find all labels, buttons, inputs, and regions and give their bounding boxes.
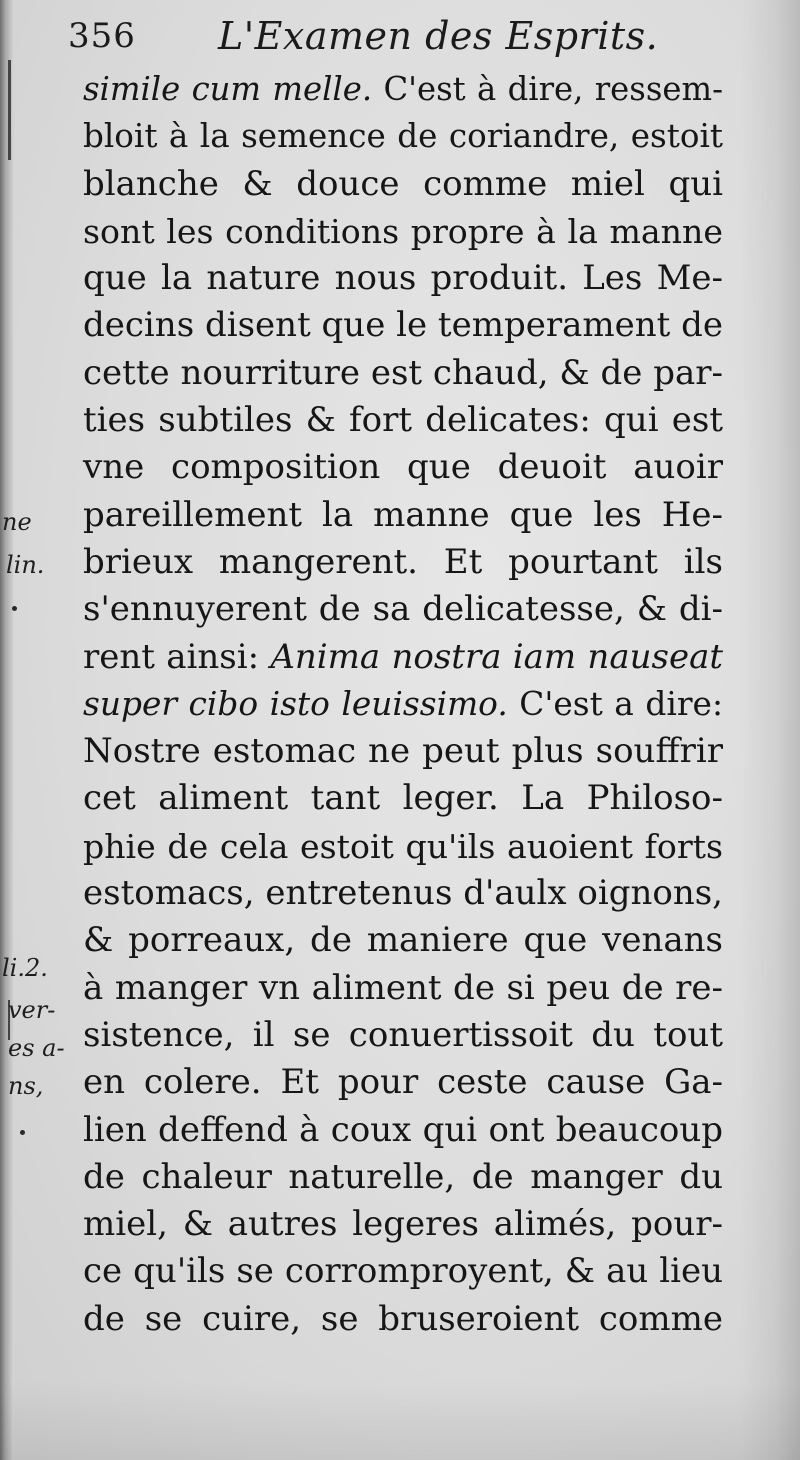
margin-note: ver- [8,996,56,1024]
text-line: sont les conditions propre à la manne [83,211,723,251]
text-line: rent ainsi: Anima nostra iam nauseat [83,636,724,677]
text-line: brieux mangerent. Et pourtant ils [83,541,723,582]
text-line: lien deffend à coux qui ont beaucoup [83,1109,723,1150]
ink-mark [12,606,17,611]
margin-note: ns, [8,1072,44,1100]
text-line: vne composition que deuoit auoir [83,447,723,488]
text-line: de se cuire, se bruseroient comme [83,1298,723,1339]
text-line: decins disent que le temperament de [83,305,723,346]
margin-note: lin. [6,551,45,579]
text-line: s'ennuyerent de sa delicatesse, & di- [83,589,723,630]
text-line: super cibo isto leuissimo. C'est a dire: [83,684,723,723]
text-line: simile cum melle. C'est à dire, ressem- [83,70,723,108]
running-title: L'Examen des Esprits. [218,14,659,58]
margin-note: es a- [8,1034,65,1062]
running-header [68,14,708,70]
text-line: que la nature nous produit. Les Me- [83,258,723,299]
page-number: 356 [68,16,136,56]
text-line: à manger vn aliment de si peu de re- [83,967,723,1008]
margin-note: li.2. [2,954,48,982]
margin-notes [0,0,80,1460]
page-bottom-shadow [0,1380,800,1460]
text-line: phie de cela estoit qu'ils auoient forts [83,826,723,866]
text-line: estomacs, entretenus d'aulx oignons, [83,873,723,914]
text-line: bloit à la semence de coriandre, estoit [83,117,723,156]
text-line: ties subtiles & fort delicates: qui est [83,400,723,441]
text-line: blanche & douce comme miel qui [83,163,723,204]
text-line: & porreaux, de maniere que venans [83,920,723,961]
text-line: en colere. Et pour ceste cause Ga- [83,1062,723,1103]
text-line: de chaleur naturelle, de manger du [83,1156,723,1197]
text-line: pareillement la manne que les He- [83,494,723,535]
body-text [83,66,723,1343]
text-line: ce qu'ils se corromproyent, & au lieu [83,1251,723,1292]
text-line: cette nourriture est chaud, & de par- [83,352,723,393]
text-line: miel, & autres legeres alimés, pour- [83,1204,723,1245]
text-line: Nostre estomac ne peut plus souffrir [83,731,723,772]
ink-mark [20,1130,25,1135]
page-edge-shadow [740,0,800,1460]
margin-note: ne [2,508,32,536]
text-line: sistence, il se conuertissoit du tout [83,1014,723,1055]
text-line: cet aliment tant leger. La Philoso- [83,778,723,819]
